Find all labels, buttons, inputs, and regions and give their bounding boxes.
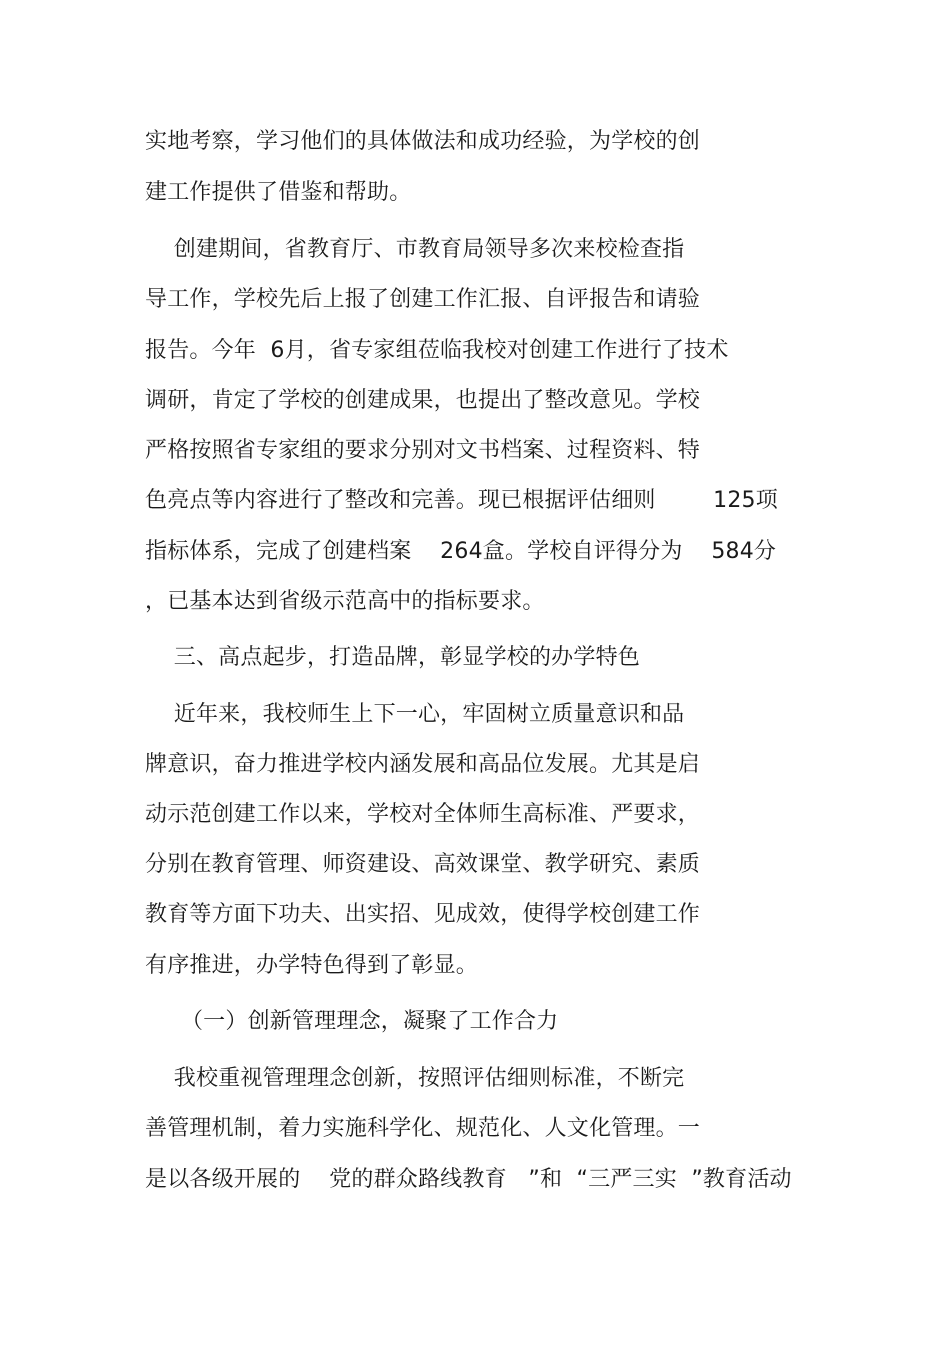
text-line: 调研，肯定了学校的创建成果，也提出了整改意见。学校	[145, 388, 701, 413]
text-line: ，已基本达到省级示范高中的指标要求。	[145, 589, 545, 614]
text-line: 近年来，我校师生上下一心，牢固树立质量意识和品	[145, 702, 685, 727]
text-line: 有序推进，办学特色得到了彰显。	[145, 953, 479, 978]
text-line: 动示范创建工作以来，学校对全体师生高标准、严要求，	[145, 802, 701, 827]
section-heading: 三、高点起步，打造品牌，彰显学校的办学特色	[145, 645, 640, 670]
text-line: 导工作，学校先后上报了创建工作汇报、自评报告和请验	[145, 287, 701, 312]
text-line: 教育等方面下功夫、出实招、见成效，使得学校创建工作	[145, 902, 701, 927]
text-line: 创建期间，省教育厅、市教育局领导多次来校检查指	[145, 237, 685, 262]
text-line: 牌意识，奋力推进学校内涵发展和高品位发展。尤其是启	[145, 752, 701, 777]
text-line: 严格按照省专家组的要求分别对文书档案、过程资料、特	[145, 438, 701, 463]
text-line: 我校重视管理理念创新，按照评估细则标准，不断完	[145, 1066, 685, 1091]
subsection-heading: （一）创新管理理念，凝聚了工作合力	[145, 1009, 559, 1034]
text-line: 实地考察，学习他们的具体做法和成功经验，为学校的创	[145, 129, 701, 154]
text-line: 指标体系，完成了创建档案 264盒。学校自评得分为 584分	[145, 539, 777, 564]
text-line: 是以各级开展的 党的群众路线教育 ”和 “三严三实 ”教育活动	[145, 1167, 792, 1192]
text-line: 分别在教育管理、师资建设、高效课堂、教学研究、素质	[145, 852, 701, 877]
text-line: 色亮点等内容进行了整改和完善。现已根据评估细则 125项	[145, 488, 778, 513]
text-line: 建工作提供了借鉴和帮助。	[145, 180, 412, 205]
text-line: 善管理机制，着力实施科学化、规范化、人文化管理。一	[145, 1116, 701, 1141]
text-line: 报告。今年 6月，省专家组莅临我校对创建工作进行了技术	[145, 338, 729, 363]
